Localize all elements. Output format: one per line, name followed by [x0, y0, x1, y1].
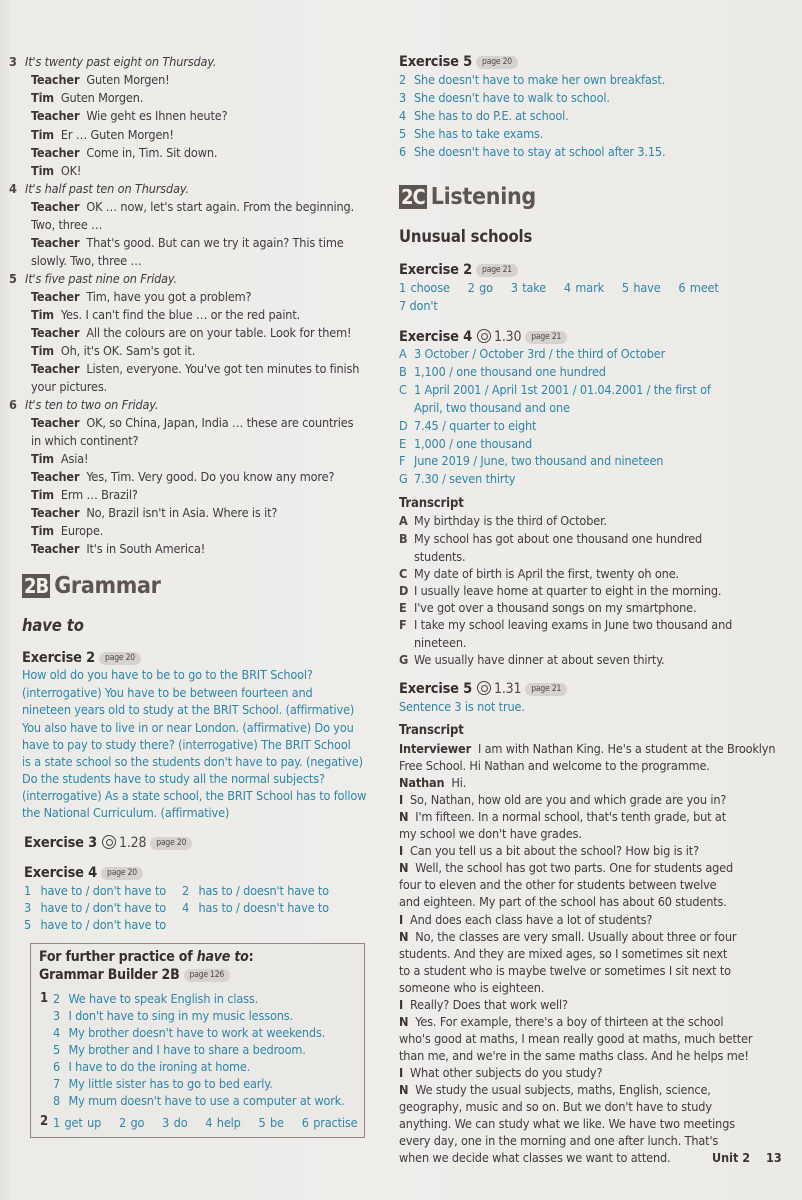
transcript-text: I'm fifteen. In a normal school, that's tenth grade, but at	[415, 809, 726, 825]
track-number: 1.28	[119, 835, 147, 851]
transcript-line	[399, 911, 652, 929]
transcript-text: I am with Nathan King. He's a student at the Brooklyn	[477, 741, 776, 756]
transcript-text: We study the usual subjects, maths, English, science,	[415, 1082, 711, 1097]
answer-item: 8 My mum doesn't have to use a computer at work.	[53, 1093, 345, 1108]
page-ref-badge: page 20	[150, 837, 192, 850]
answer-item: 7 don't	[399, 298, 438, 313]
page-ref-badge: page 20	[101, 867, 143, 880]
answer-line: You also have to live in or near London. (affirmative) Do you	[22, 720, 354, 735]
answer-item: 3 She doesn't have to walk to school.	[399, 90, 610, 105]
dialogue-line: Teacher It's in South America!	[31, 541, 206, 556]
transcript-label: Transcript	[399, 723, 464, 738]
transcript-text: Yes. For example, there's a boy of thirteen at the school	[415, 1013, 724, 1029]
section-subtitle: have to	[22, 616, 84, 635]
track-number: 1.31	[494, 681, 522, 697]
answer-item: 7 My little sister has to go to bed early.	[53, 1076, 273, 1091]
transcript-line	[399, 791, 726, 809]
transcript-line: G We usually have dinner at about seven thirty.	[399, 652, 665, 667]
dialogue-heading: 4 It's half past ten on Thursday.	[9, 181, 189, 196]
page-ref-badge: page 20	[99, 652, 141, 665]
speaker-label: N	[399, 860, 409, 876]
transcript-line	[399, 979, 544, 997]
transcript-line	[399, 1013, 723, 1031]
transcript-line: C My date of birth is April the first, twenty oh one.	[399, 566, 679, 581]
speaker-label: I	[399, 843, 404, 859]
answer-item: 4 My brother doesn't have to work at weekends.	[53, 1025, 326, 1040]
transcript-line: E I've got over a thousand songs on my smartphone.	[399, 600, 697, 615]
speaker-label: I	[399, 911, 404, 927]
exercise-heading: Exercise 5 1.31 page 21	[399, 680, 567, 698]
dialogue-line: Tim Er … Guten Morgen!	[31, 127, 174, 142]
transcript-line-cont: nineteen.	[414, 635, 467, 650]
exercise-heading: Exercise 2 page 20	[22, 649, 141, 667]
speaker-label: Interviewer	[399, 741, 472, 756]
answer-line: Sentence 3 is not true.	[399, 699, 525, 714]
dialogue-heading: 3 It's twenty past eight on Thursday.	[9, 54, 217, 69]
exercise-heading: Exercise 4 1.30 page 21	[399, 328, 567, 346]
page-ref-badge: page 20	[476, 56, 518, 69]
dialogue-line: Teacher Guten Morgen!	[31, 72, 170, 87]
dialogue-line: Tim Asia!	[31, 451, 89, 466]
cd-audio-icon	[477, 681, 491, 695]
transcript-text: Hi.	[451, 775, 467, 791]
speaker-label: N	[399, 928, 409, 944]
section-badge: 2B	[24, 574, 49, 598]
transcript-text: Well, the school has got two parts. One for students aged	[415, 860, 734, 876]
dialogue-line: Teacher Come in, Tim. Sit down.	[31, 145, 218, 160]
answer-item: G 7.30 / seven thirty	[399, 471, 516, 486]
answer-line: Do the students have to study all the normal subjects?	[22, 771, 325, 786]
transcript-text: and eighteen. My part of the school has about 60 students.	[399, 894, 727, 910]
dialogue-line-cont: slowly. Two, three …	[31, 253, 142, 268]
section-title: Listening	[430, 184, 536, 210]
page-ref-badge: page 21	[525, 683, 567, 696]
transcript-text: No, the classes are very small. Usually about three or four	[415, 928, 737, 944]
dialogue-line: Tim Yes. I can't find the blue … or the red paint.	[31, 307, 301, 322]
further-practice-title: For further practice of have to:	[39, 949, 254, 965]
speaker-label: N	[399, 809, 409, 825]
transcript-line: A My birthday is the third of October.	[399, 513, 607, 528]
transcript-line: B My school has got about one thousand one hundred	[399, 531, 703, 546]
transcript-line	[399, 825, 582, 843]
transcript-text: who's good at maths, I mean really good at maths, much better	[399, 1030, 753, 1046]
transcript-line	[399, 893, 727, 911]
transcript-line	[399, 859, 733, 877]
answer-item: 5 She has to take exams.	[399, 126, 544, 141]
transcript-line	[399, 1030, 752, 1048]
answer-item: C 1 April 2001 / April 1st 2001 / 01.04.2001 / the first of	[399, 382, 711, 397]
answer-item: 5 My brother and I have to share a bedroom.	[53, 1042, 306, 1057]
transcript-line	[399, 774, 466, 792]
answer-item: 6 I have to do the ironing at home.	[53, 1059, 251, 1074]
transcript-line	[399, 1132, 718, 1150]
speaker-label: I	[399, 996, 404, 1012]
exercise-heading: Exercise 4 page 20	[24, 864, 143, 882]
dialogue-line: Tim OK!	[31, 163, 82, 178]
exercise-number: 2	[40, 1114, 48, 1129]
transcript-line-cont: students.	[414, 549, 466, 564]
transcript-line	[399, 1098, 712, 1116]
transcript-text: anything. We can study what we like. We have two meetings	[399, 1116, 735, 1132]
dialogue-line: Tim Erm … Brazil?	[31, 487, 138, 502]
transcript-line	[399, 808, 726, 826]
transcript-text: So, Nathan, how old are you and which grade are you in?	[409, 792, 727, 808]
transcript-text: What other subjects do you study?	[409, 1064, 603, 1080]
transcript-text: Really? Does that work well?	[409, 996, 568, 1012]
section-heading-2b	[22, 574, 161, 598]
answer-line: (interrogative) You have to be between fourteen and	[22, 685, 313, 700]
page-ref-badge: page 21	[476, 264, 518, 277]
transcript-line	[399, 876, 716, 894]
transcript-label: Transcript	[399, 496, 464, 511]
dialogue-heading: 6 It's ten to two on Friday.	[9, 397, 159, 412]
transcript-line	[399, 740, 775, 758]
transcript-line	[399, 1064, 602, 1082]
transcript-text: four to eleven and the other for students between twelve	[399, 877, 717, 893]
answer-item: 6 She doesn't have to stay at school after 3.15.	[399, 144, 666, 159]
speaker-label: Nathan	[399, 775, 445, 791]
exercise-heading: Exercise 2 page 21	[399, 261, 518, 279]
dialogue-line-cont: your pictures.	[31, 379, 108, 394]
speaker-label: I	[399, 1064, 404, 1080]
page-ref-badge: page 21	[525, 331, 567, 344]
answer-line: How old do you have to be to go to the BRIT School?	[22, 667, 313, 682]
transcript-line	[399, 962, 731, 980]
transcript-text: students. And they are mixed ages, so I sometimes sit next	[399, 945, 728, 961]
page-number: 13	[766, 1150, 782, 1165]
dialogue-line: Tim Oh, it's OK. Sam's got it.	[31, 343, 196, 358]
answer-item: 3 I don't have to sing in my music lessons.	[53, 1008, 293, 1023]
answer-row: 1 choose 2 go 3 take 4 mark 5 have 6 meet	[399, 280, 719, 295]
transcript-line	[399, 1149, 671, 1167]
exercise-heading: Exercise 5 page 20	[399, 53, 518, 71]
answer-line: the National Curriculum. (affirmative)	[22, 805, 230, 820]
unit-label: Unit 2	[712, 1150, 751, 1165]
track-number: 1.30	[494, 329, 522, 345]
dialogue-line-cont: in which continent?	[31, 433, 139, 448]
transcript-text: And does each class have a lot of students?	[409, 911, 653, 927]
grammar-builder-ref: Grammar Builder 2B page 126	[39, 966, 230, 984]
dialogue-line: Teacher Wie geht es Ihnen heute?	[31, 108, 228, 123]
dialogue-line: Teacher OK … now, let's start again. From the beginning.	[31, 199, 355, 214]
answer-item: A 3 October / October 3rd / the third of October	[399, 346, 666, 361]
speaker-label: N	[399, 1013, 409, 1029]
transcript-text: when we decide what classes we want to attend.	[399, 1150, 671, 1166]
speaker-label: I	[399, 792, 404, 808]
dialogue-line: Teacher All the colours are on your table. Look for them!	[31, 325, 352, 340]
dialogue-line: Teacher Listen, everyone. You've got ten minutes to finish	[31, 361, 360, 376]
answer-item: E 1,000 / one thousand	[399, 436, 533, 451]
section-title: Grammar	[54, 573, 161, 599]
answer-item: 1 have to / don't have to	[24, 883, 167, 898]
transcript-line: F I take my school leaving exams in June two thousand and	[399, 617, 733, 632]
answer-item: F June 2019 / June, two thousand and nineteen	[399, 453, 664, 468]
section-heading-2c	[399, 185, 536, 209]
answer-item: 3 have to / don't have to	[24, 900, 167, 915]
transcript-text: every day, one in the morning and one after lunch. That's	[399, 1133, 719, 1149]
transcript-line	[399, 757, 710, 775]
answer-item: 5 have to / don't have to	[24, 917, 167, 932]
dialogue-line: Teacher That's good. But can we try it again? This time	[31, 235, 344, 250]
transcript-line	[399, 928, 736, 946]
answer-item: B 1,100 / one thousand one hundred	[399, 364, 606, 379]
dialogue-line-cont: Two, three …	[31, 217, 103, 232]
dialogue-line: Teacher OK, so China, Japan, India … these are countries	[31, 415, 354, 430]
transcript-text: to a student who is maybe twelve or sometimes I sit next to	[399, 962, 731, 978]
transcript-text: geography, music and so on. But we don't have to study	[399, 1099, 712, 1115]
exercise-number: 1	[40, 991, 48, 1006]
answer-line: nineteen years old to study at the BRIT School. (affirmative)	[22, 702, 355, 717]
answer-item: 2 has to / doesn't have to	[182, 883, 329, 898]
transcript-line	[399, 1081, 711, 1099]
answer-item: 2 She doesn't have to make her own breakfast.	[399, 72, 666, 87]
transcript-line	[399, 1047, 749, 1065]
answer-item: D 7.45 / quarter to eight	[399, 418, 537, 433]
dialogue-heading: 5 It's five past nine on Friday.	[9, 271, 177, 286]
dialogue-line: Teacher No, Brazil isn't in Asia. Where is it?	[31, 505, 278, 520]
transcript-line	[399, 1115, 735, 1133]
transcript-line	[399, 842, 699, 860]
page-ref-badge: page 126	[184, 969, 231, 982]
dialogue-line: Teacher Tim, have you got a problem?	[31, 289, 252, 304]
exercise-heading: Exercise 3 1.28 page 20	[24, 834, 192, 852]
section-badge: 2C	[401, 185, 425, 209]
answer-row: 1 get up 2 go 3 do 4 help 5 be 6 practise	[53, 1115, 358, 1130]
answer-item: 4 She has to do P.E. at school.	[399, 108, 569, 123]
answer-line: (interrogative) As a state school, the BRIT School has to follow	[22, 788, 367, 803]
answer-item: 4 has to / doesn't have to	[182, 900, 329, 915]
dialogue-line: Tim Guten Morgen.	[31, 90, 144, 105]
answer-item-cont: April, two thousand and one	[414, 400, 570, 415]
cd-audio-icon	[102, 835, 116, 849]
transcript-text: someone who is eighteen.	[399, 979, 545, 995]
transcript-text: my school we don't have grades.	[399, 826, 582, 842]
answer-line: have to pay to study there? (interrogative) The BRIT School	[22, 737, 351, 752]
answer-line: is a state school so the students don't have to pay. (negative)	[22, 754, 363, 769]
dialogue-line: Teacher Yes, Tim. Very good. Do you know any more?	[31, 469, 335, 484]
dialogue-line: Tim Europe.	[31, 523, 104, 538]
answer-item: 2 We have to speak English in class.	[53, 991, 259, 1006]
transcript-line	[399, 945, 727, 963]
cd-audio-icon	[477, 329, 491, 343]
transcript-line	[399, 996, 568, 1014]
speaker-label: N	[399, 1082, 409, 1097]
transcript-text: Can you tell us a bit about the school? How big is it?	[409, 843, 699, 859]
transcript-line: D I usually leave home at quarter to eight in the morning.	[399, 583, 722, 598]
transcript-text: than me, and we're in the same maths class. And he helps me!	[399, 1047, 749, 1063]
transcript-text: Free School. Hi Nathan and welcome to the programme.	[399, 758, 710, 774]
section-subtitle: Unusual schools	[399, 227, 533, 246]
